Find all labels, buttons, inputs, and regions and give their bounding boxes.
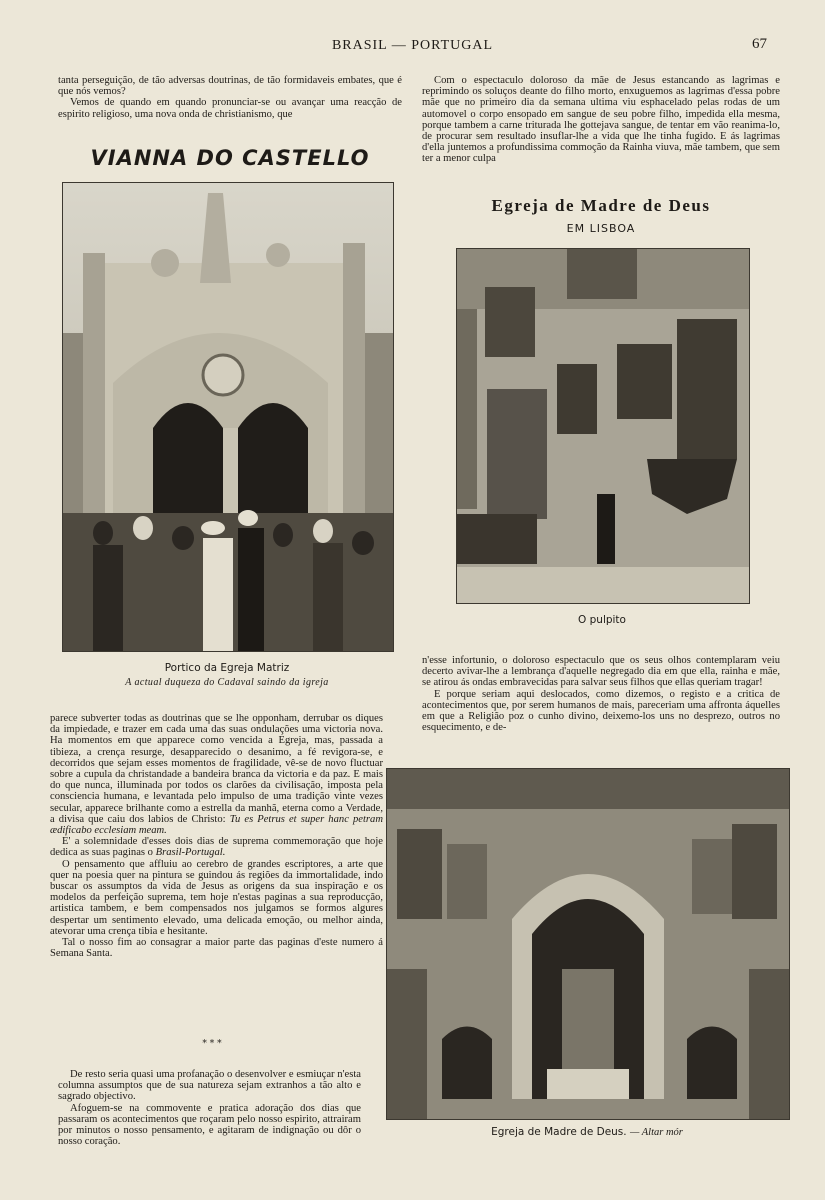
- left-closing-paragraph-1: De resto seria quasi uma profanação o desenvolver e esmiuçar n'esta columna assumptos que de sua natureza sejam extranhos a tão alto e sagrado objectivo.: [58, 1069, 361, 1103]
- section-separator: * * *: [202, 1039, 222, 1049]
- subcaption-portico: A actual duqueza do Cadaval saindo da igreja: [125, 677, 329, 688]
- caption-pulpito: O pulpito: [578, 614, 626, 626]
- pulpito-illustration: [457, 249, 749, 603]
- left-body-text: [50, 713, 383, 959]
- left-intro-text: [58, 75, 402, 120]
- caption-altar-title: Egreja de Madre de Deus.: [491, 1126, 627, 1138]
- journal-name: Brasil-Portugal.: [155, 847, 226, 859]
- photo-altar-mor: [386, 768, 790, 1120]
- right-middle-paragraph-2: E porque seriam aqui deslocados, como dizemos, o registo e a critica de acontecimentos que, por serem humanos de mais, pareceriam uma affronta áquelles em que a Religião poz o cunho divino, deixemo-los uns no desprezo, outros no esquecimento, e de-: [422, 688, 780, 734]
- right-intro-text: [422, 75, 780, 165]
- right-middle-text: [422, 655, 780, 733]
- left-closing-paragraph-2: Afoguem-se na commovente e pratica adoração dos dias que passaram os acontecimentos que roçaram pelo nosso espirito, attrairam por minutos o nosso pensamento, e agitaram de indignação ou dôr o nosso coração.: [58, 1102, 361, 1148]
- photo-pulpito: [456, 248, 750, 604]
- left-intro-paragraph-2: Vemos de quando em quando pronunciar-se ou avançar uma reacção de espirito religioso, uma nova onda de christianismo, que: [58, 97, 402, 120]
- caption-altar: [386, 1126, 788, 1138]
- left-body-paragraph-2: [50, 836, 383, 858]
- left-body-paragraph-3: O pensamento que affluiu ao cerebro de grandes escriptores, a arte que quer na poesia quer na pintura se guindou ás regiões da immortalidade, indo buscar os assumptos da vida de Jesus as origens da sua inspiração e os modelos da perfeição suprema, tem hoje n'estas paginas a sua reproducção, artistica tambem, e bem compensados nos julgamos se formos algures despertar um sentimento elevado, uma delicada emoção, ou melhor ainda, atevorar uma crença tibia e hesitante.: [50, 858, 383, 937]
- latin-quote: Tu es Petrus et super hanc petram ædificabo ecclesiam meam.: [50, 813, 383, 837]
- caption-portico: Portico da Egreja Matriz: [164, 662, 290, 674]
- section-title-madre-de-deus: Egreja de Madre de Deus: [491, 196, 711, 215]
- running-header: BRASIL — PORTUGAL: [331, 38, 494, 53]
- section-subtitle-lisboa: EM LISBOA: [566, 222, 636, 235]
- right-intro-paragraph: Com o espectaculo doloroso da mãe de Jesus estancando as lagrimas e reprimindo os soluços deante do filho morto, enxuguemos as lagrimas d'essa pobre mãe que no primeiro dia da semana ultima viu esphacelado pelas rodas de um automovel o corpo ensopado em sangue de seu pobre filho, impedida ella mesma, porque tambem a carne triturada lhe gottejava sangue, de tentar em vão reanima-lo, de procurar sem resultado insuflar-lhe a vida que lhe tinha fugido. E ás lagrimas d'ella juntemos a profundissima commoção da Rainha viuva, mãe tambem, que sem ter a menor culpa: [422, 75, 780, 165]
- left-body-paragraph-4: Tal o nosso fim ao consagrar a maior parte das paginas d'este numero á Semana Santa.: [50, 937, 383, 960]
- altar-illustration: [387, 769, 789, 1119]
- paragraph-1-text: parece subverter todas as doutrinas que se lhe opponham, derrubar os diques da impiedade, e trazer em cada uma das suas ondulações uma victoria nova. Ha momentos em que apparece como vencida a Egreja, mas, passada a tibieza, a crença resurge, desapparecido o desanimo, a fé revigora-se, e decorridos que sejam esses momentos de fragilidade, vê-se de novo fluctuar sobre a cupula da christandade a bandeira branca da victoria e da paz. E mais do que nunca, illuminada por todos os clarões da civilisação, imposta pela consciencia humana, e levantada pelo impulso de uma tradição vinte vezes secular, apparece brilhante como a estrella da manhã, eterna como a Verdade, a divisa que caiu dos labios de Christo:: [50, 713, 383, 825]
- section-title-vianna: VIANNA DO CASTELLO: [90, 146, 370, 170]
- page-number: 67: [752, 36, 767, 52]
- left-body-paragraph-1: [50, 713, 383, 836]
- left-closing-text: [58, 1069, 361, 1147]
- caption-altar-sub: — Altar mór: [629, 1127, 683, 1138]
- photo-portico-egreja-matriz: [62, 182, 394, 652]
- left-intro-paragraph-1: tanta perseguição, de tão adversas doutrinas, de tão formidaveis embates, que é que nós vemos?: [58, 75, 402, 98]
- portico-illustration: [63, 183, 393, 651]
- paragraph-2-text: E' a solemnidade d'esses dois dias de suprema commemoração que hoje dedica as suas paginas o: [50, 836, 383, 859]
- right-middle-paragraph-1: n'esse infortunio, o doloroso espectaculo que os seus olhos contemplaram veiu decerto avivar-lhe a lembrança d'aquelle negregado dia em que ella, rainha e mãe, se atirou ás ondas embravecidas para salvar seus filhos que ellas queriam tragar!: [422, 655, 780, 689]
